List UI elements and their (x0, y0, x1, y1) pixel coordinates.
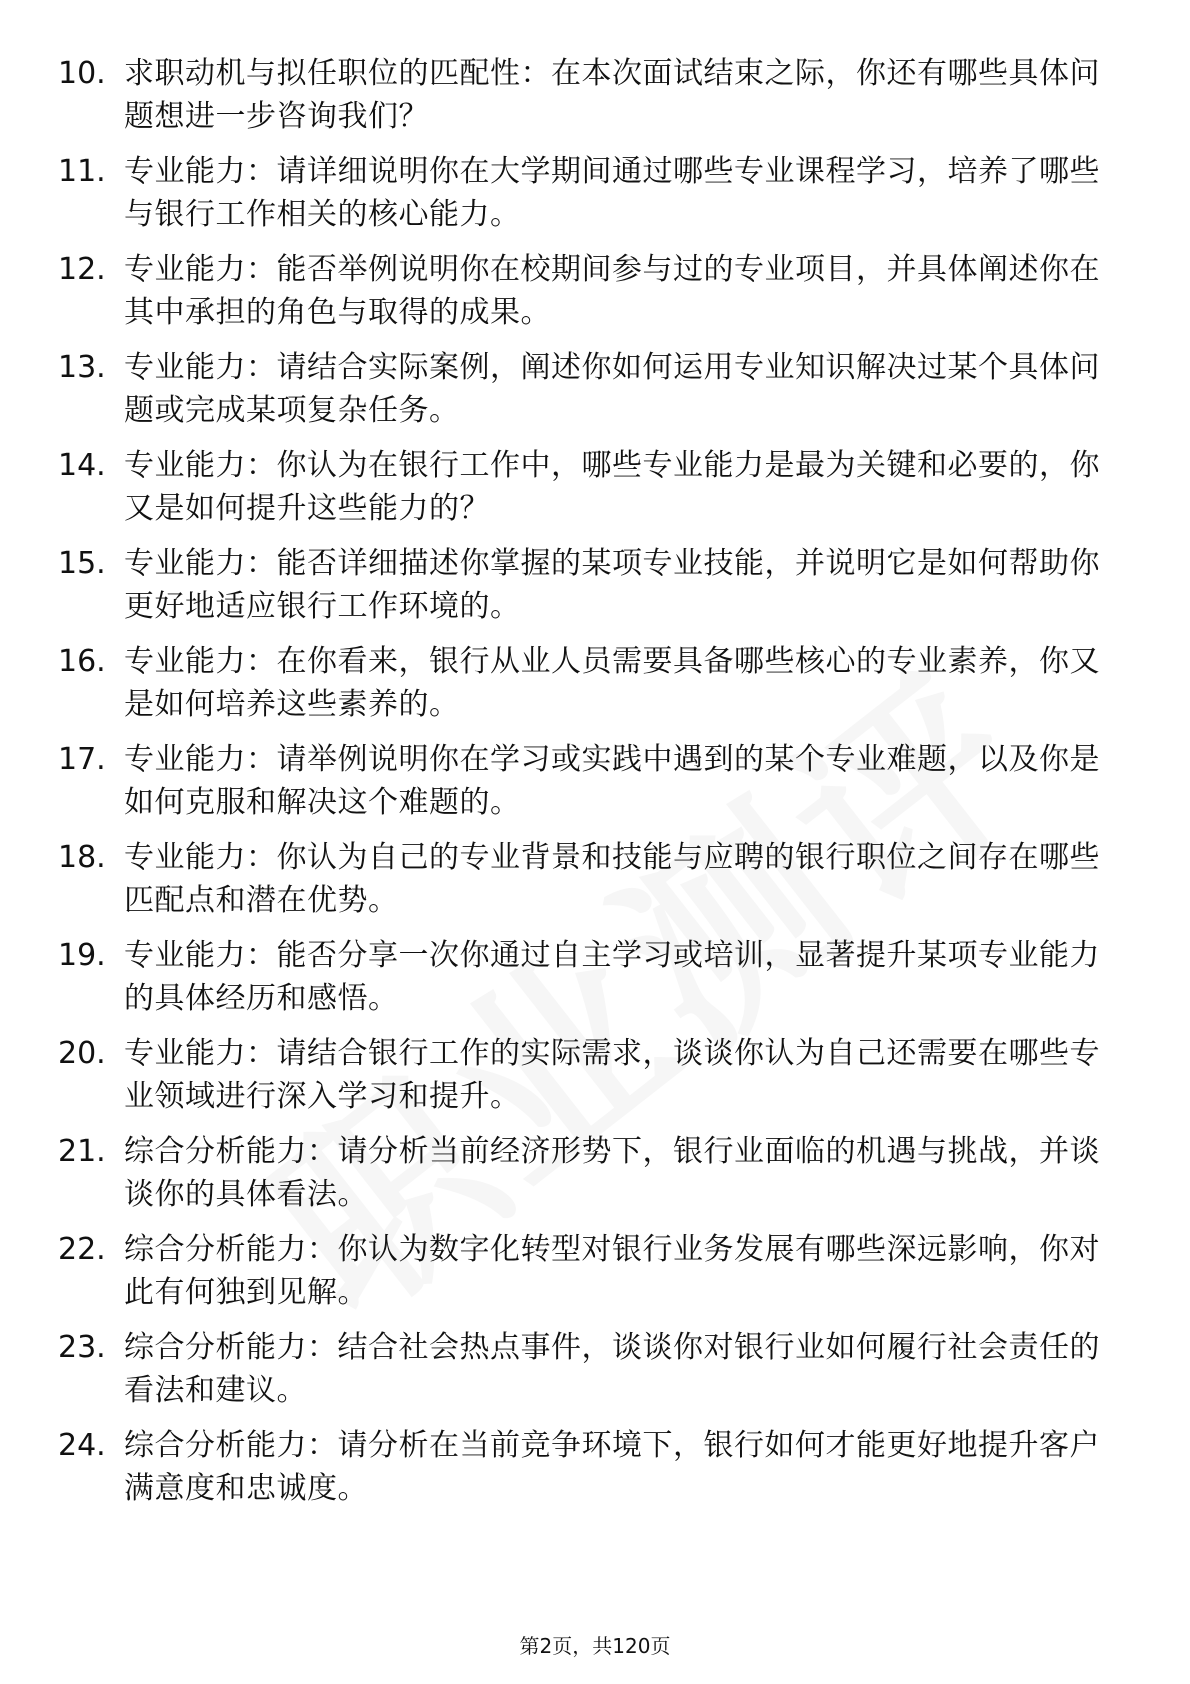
question-number: 16. (58, 644, 106, 679)
question-item (58, 934, 1118, 1030)
question-number: 13. (58, 350, 106, 385)
question-text: 专业能力：请详细说明你在大学期间通过哪些专业课程学习，培养了哪些与银行工作相关的核心能力。 (124, 154, 1100, 232)
question-text: 专业能力：请结合实际案例，阐述你如何运用专业知识解决过某个具体问题或完成某项复杂任务。 (124, 350, 1100, 428)
question-number: 18. (58, 840, 106, 875)
question-item (58, 738, 1118, 834)
question-text: 综合分析能力：请分析当前经济形势下，银行业面临的机遇与挑战，并谈谈你的具体看法。 (124, 1134, 1100, 1212)
question-number: 14. (58, 448, 106, 483)
question-number: 11. (58, 154, 106, 189)
question-text: 专业能力：你认为自己的专业背景和技能与应聘的银行职位之间存在哪些匹配点和潜在优势。 (124, 840, 1100, 918)
question-number: 23. (58, 1330, 106, 1365)
question-text: 综合分析能力：请分析在当前竞争环境下，银行如何才能更好地提升客户满意度和忠诚度。 (124, 1428, 1100, 1506)
question-item (58, 1032, 1118, 1128)
question-text: 专业能力：在你看来，银行从业人员需要具备哪些核心的专业素养，你又是如何培养这些素养的。 (124, 644, 1100, 722)
question-item (58, 346, 1118, 442)
question-item (58, 640, 1118, 736)
question-text: 求职动机与拟任职位的匹配性：在本次面试结束之际，你还有哪些具体问题想进一步咨询我们？ (124, 56, 1100, 134)
question-item (58, 150, 1118, 246)
question-number: 17. (58, 742, 106, 777)
question-text: 专业能力：能否举例说明你在校期间参与过的专业项目，并具体阐述你在其中承担的角色与取得的成果。 (124, 252, 1100, 330)
question-text: 专业能力：请举例说明你在学习或实践中遇到的某个专业难题，以及你是如何克服和解决这个难题的。 (124, 742, 1100, 820)
question-number: 20. (58, 1036, 106, 1071)
question-item (58, 52, 1118, 148)
question-text: 专业能力：你认为在银行工作中，哪些专业能力是最为关键和必要的，你又是如何提升这些能力的？ (124, 448, 1100, 526)
question-item (58, 248, 1118, 344)
question-number: 15. (58, 546, 106, 581)
question-item (58, 1424, 1118, 1520)
question-item (58, 836, 1118, 932)
question-number: 19. (58, 938, 106, 973)
question-number: 24. (58, 1428, 106, 1463)
question-item (58, 444, 1118, 540)
question-item (58, 542, 1118, 638)
question-item (58, 1326, 1118, 1422)
question-number: 12. (58, 252, 106, 287)
question-number: 22. (58, 1232, 106, 1267)
question-text: 综合分析能力：结合社会热点事件，谈谈你对银行业如何履行社会责任的看法和建议。 (124, 1330, 1100, 1408)
question-item (58, 1228, 1118, 1324)
question-item (58, 1130, 1118, 1226)
page-footer (0, 1630, 1190, 1659)
question-number: 21. (58, 1134, 106, 1169)
question-list (58, 52, 1118, 1522)
page-number-label: 第2页，共120页 (519, 1634, 671, 1658)
question-text: 专业能力：能否详细描述你掌握的某项专业技能，并说明它是如何帮助你更好地适应银行工作环境的。 (124, 546, 1100, 624)
question-text: 综合分析能力：你认为数字化转型对银行业务发展有哪些深远影响，你对此有何独到见解。 (124, 1232, 1100, 1310)
question-text: 专业能力：能否分享一次你通过自主学习或培训，显著提升某项专业能力的具体经历和感悟。 (124, 938, 1100, 1016)
question-number: 10. (58, 56, 106, 91)
question-text: 专业能力：请结合银行工作的实际需求，谈谈你认为自己还需要在哪些专业领域进行深入学习和提升。 (124, 1036, 1100, 1114)
